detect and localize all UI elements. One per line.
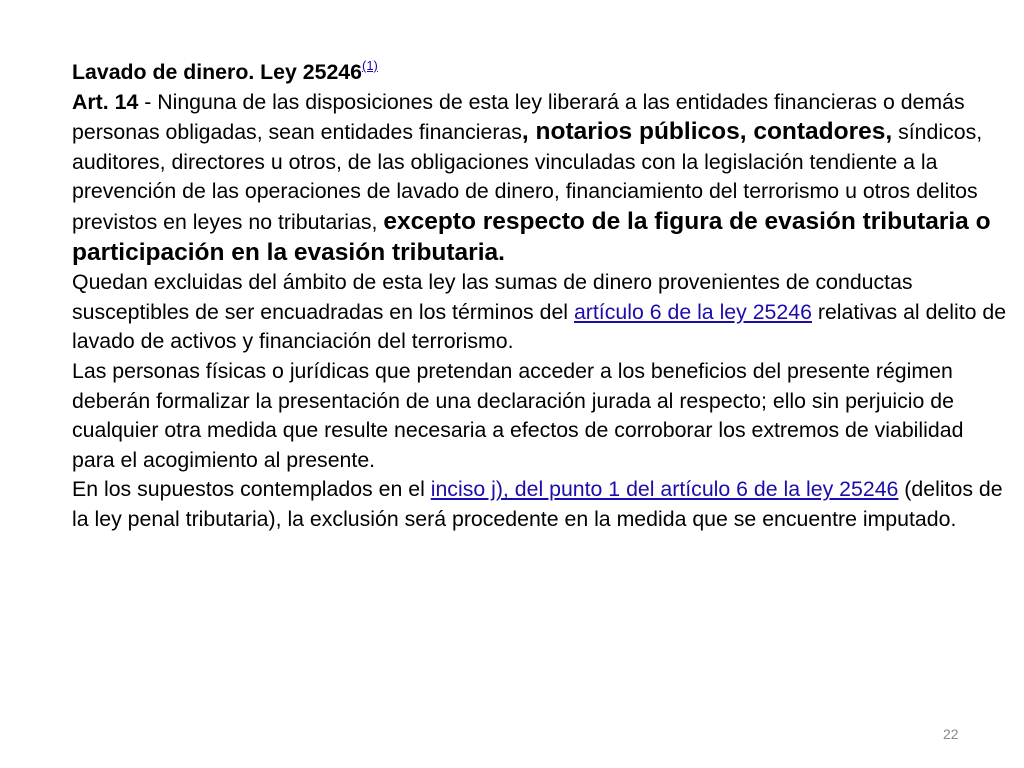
- exclusion-text-1: Quedan excluidas del ámbito de esta ley las sumas de dinero provenientes de conductas susceptibles de ser encuadradas en los términos del: [72, 270, 913, 324]
- cases-paragraph: [72, 475, 1007, 534]
- article-label: Art. 14: [72, 89, 139, 114]
- article-emphasis-1: , notarios públicos, contadores,: [521, 118, 893, 146]
- page-number: 22: [943, 726, 959, 742]
- footnote-link[interactable]: (1): [362, 58, 378, 73]
- cases-text-1: En los supuestos contemplados en el: [72, 477, 431, 502]
- exclusion-text-2: relativas al delito de lavado de activos y financiación del terrorismo.: [72, 299, 1007, 354]
- cases-text-2: (delitos de la ley penal tributaria), la exclusión será procedente en la medida que se encuentre imputado.: [72, 477, 1003, 531]
- article-text-1: - Ninguna de las disposiciones de esta ley liberará a las entidades financieras o demás personas obligadas, sean entidades financieras: [72, 89, 965, 145]
- article-6-link[interactable]: artículo 6 de la ley 25246: [573, 299, 812, 324]
- article-text-2: síndicos, auditores, directores u otros, de las obligaciones vinculadas con la legislación tendiente a la prevención de las operaciones de lavado de dinero, financiamiento del terrorismo u otros delitos previstos en leyes no tributarias,: [72, 120, 983, 234]
- article-paragraph: [72, 88, 1007, 269]
- title-text: Lavado de dinero. Ley 25246: [72, 60, 362, 84]
- inciso-j-link[interactable]: inciso j), del punto 1 del artículo 6 de la ley 25246: [430, 477, 899, 502]
- declaration-text: Las personas físicas o jurídicas que pretendan acceder a los beneficios del presente régimen deberán formalizar la presentación de una declaración jurada al respecto; ello sin perjuicio de cualquier otra medida que resulte necesaria a efectos de corroborar los extremos de viabilidad para el acogimiento al presente.: [72, 358, 964, 472]
- declaration-paragraph: [72, 357, 1007, 475]
- exclusion-paragraph: [72, 268, 1007, 357]
- slide-title: [72, 58, 1007, 88]
- slide-body: [72, 58, 1007, 535]
- article-emphasis-2: excepto respecto de la figura de evasión tributaria o participación en la evasión tributaria.: [72, 207, 991, 266]
